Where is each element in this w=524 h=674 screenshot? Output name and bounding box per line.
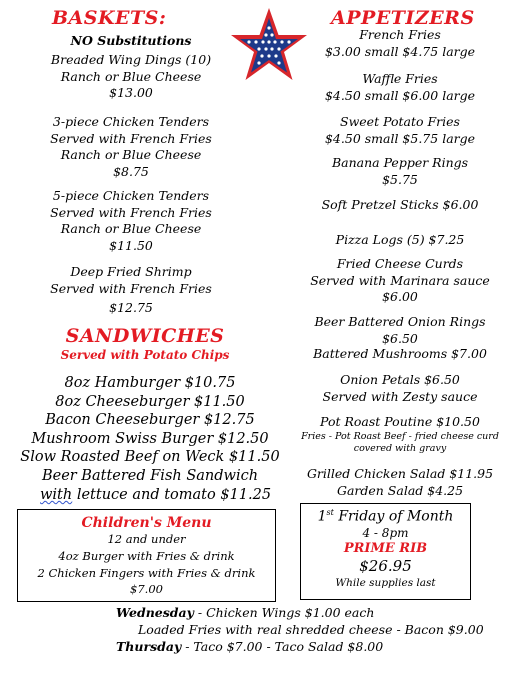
friday-suffix: st [326,508,334,517]
appetizer-name: Banana Pepper Rings [331,155,469,170]
basket-item-line2: Served with French Fries [50,204,212,220]
spellcheck-word: with [40,487,73,503]
basket-item-wing-dings [20,52,242,102]
basket-item-price: $8.75 [113,163,149,179]
appetizer-detail-2: covered with gravy [353,442,447,454]
basket-item-line2: Served with French Fries [50,280,212,296]
basket-item-shrimp [20,264,242,317]
appetizer-detail: Garden Salad $4.25 [336,482,464,498]
basket-item-line3: Ranch or Blue Cheese [60,221,202,236]
childrens-menu-price: $7.00 [130,582,163,596]
wednesday-text: - Chicken Wings $1.00 each [193,605,375,620]
appetizer-detail: Served with Marinara sauce [310,272,490,288]
thursday-special [116,639,383,656]
appetizer-french-fries [300,27,500,60]
basket-item-line3: Ranch or Blue Cheese [60,147,202,162]
friday-text: Friday of Month [333,508,454,525]
appetizer-name: Waffle Fries [362,71,438,86]
appetizers-heading: APPETIZERS [331,7,475,29]
basket-item-line1: 3-piece Chicken Tenders [52,114,210,129]
appetizer-pizza-logs: Pizza Logs (5) $7.25 [335,232,465,247]
prime-rib-hours: 4 - 8pm [362,525,409,540]
sandwich-item: Bacon Cheeseburger $12.75 [45,412,255,428]
appetizer-salads [296,466,504,499]
appetizer-name: Beer Battered Onion Rings [314,314,486,329]
childrens-menu-title: Children's Menu [81,515,212,531]
basket-item-line1: Breaded Wing Dings (10) [50,52,212,67]
appetizer-price: $4.50 small $5.75 large [324,130,476,146]
appetizer-sweet-potato-fries [300,114,500,147]
friday-number: 1 [317,508,327,525]
appetizer-pot-roast-poutine [286,414,514,455]
prime-rib-price: $26.95 [359,556,412,575]
prime-rib-schedule [301,508,470,525]
basket-item-price: $12.75 [109,300,153,315]
sandwich-fish-detail-text: lettuce and tomato $11.25 [72,487,272,503]
appetizer-pretzel-sticks: Soft Pretzel Sticks $6.00 [321,197,479,212]
sandwiches-subtitle: Served with Potato Chips [60,348,230,362]
sandwich-item: 8oz Hamburger $10.75 [64,375,236,391]
childrens-menu-age: 12 and under [107,532,186,546]
appetizer-name: Sweet Potato Fries [340,114,460,129]
prime-rib-box [300,503,471,600]
appetizer-name: Grilled Chicken Salad $11.95 [306,466,494,481]
basket-item-price: $13.00 [109,85,153,100]
appetizer-price: $5.75 [382,171,418,187]
wednesday-special [116,605,374,622]
basket-item-line2: Ranch or Blue Cheese [60,68,202,84]
appetizer-cheese-curds [296,256,504,306]
appetizer-price: $6.00 [382,289,418,304]
sandwich-fish-detail [40,486,271,505]
sandwich-item: 8oz Cheeseburger $11.50 [55,393,245,410]
appetizer-detail: Fries - Pot Roast Beef - fried cheese curd [301,430,499,442]
prime-rib-title: PRIME RIB [343,540,428,556]
sandwich-list [14,374,286,485]
appetizer-name: Fried Cheese Curds [336,256,464,271]
appetizer-price: $6.50 [382,330,418,346]
appetizer-onion-petals [296,372,504,405]
thursday-label: Thursday [116,639,182,654]
appetizer-waffle-fries [300,71,500,104]
childrens-menu-box [17,509,276,602]
basket-item-line1: Deep Fried Shrimp [70,264,192,279]
baskets-heading: BASKETS: [52,7,167,29]
appetizer-detail: Served with Zesty sauce [322,388,478,404]
sandwich-item: Beer Battered Fish Sandwich [41,467,259,484]
appetizer-price: $4.50 small $6.00 large [324,87,476,103]
baskets-note: NO Substitutions [70,33,192,48]
star-icon [229,6,309,84]
appetizer-onion-rings [296,314,504,347]
basket-item-price: $11.50 [109,237,153,253]
sandwich-item: Mushroom Swiss Burger $12.50 [31,430,269,447]
thursday-text: - Taco $7.00 - Taco Salad $8.00 [181,639,384,654]
childrens-menu-item: 2 Chicken Fingers with Fries & drink [37,566,256,580]
sandwiches-heading: SANDWICHES [65,325,225,347]
basket-item-3-tenders [20,114,242,180]
appetizer-battered-mushrooms: Battered Mushrooms $7.00 [313,346,487,361]
appetizer-name: Pot Roast Poutine $10.50 [320,414,480,429]
wednesday-label: Wednesday [116,605,194,620]
childrens-menu-item: 4oz Burger with Fries & drink [58,549,235,563]
appetizer-name: French Fries [359,27,441,42]
basket-item-line1: 5-piece Chicken Tenders [52,188,210,203]
appetizer-name: Onion Petals $6.50 [340,372,460,387]
appetizer-price: $3.00 small $4.75 large [324,43,476,59]
appetizer-banana-pepper-rings [300,155,500,188]
basket-item-line2: Served with French Fries [50,130,212,146]
prime-rib-note: While supplies last [335,576,436,589]
wednesday-special-2: Loaded Fries with real shredded cheese - Bacon $9.00 [138,622,484,637]
sandwich-item: Slow Roasted Beef on Weck $11.50 [20,449,280,465]
basket-item-5-tenders [20,188,242,254]
